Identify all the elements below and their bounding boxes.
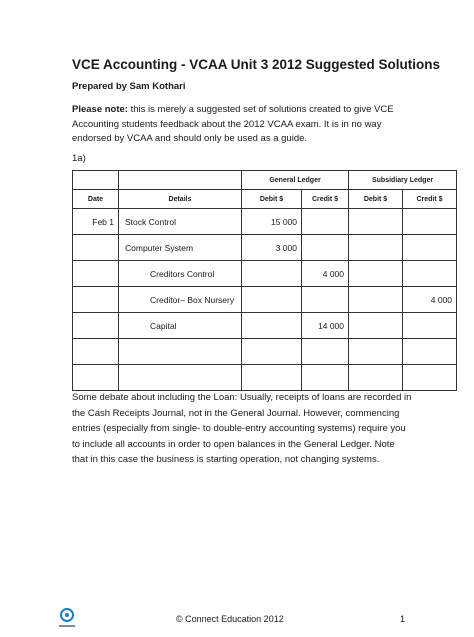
cell-date [73,261,119,287]
cell-date [73,365,119,391]
question-label: 1a) [72,153,86,164]
cell-gl-debit: 15 000 [242,209,302,235]
cell-details [119,365,242,391]
cell-date [73,339,119,365]
table-row [73,339,457,365]
cell-sl-debit [349,261,403,287]
loan-debate-paragraph: Some debate about including the Loan: Usually, receipts of loans are recorded in the Cash Receipts Journal, not in the General Journal. However, commencing entries (especially from single- to double-entry accounting systems) require you to include all accounts in order to open balances in the General Ledger. Note that in this case the business is starting operation, not changing systems. [72,392,412,465]
subsidiary-ledger-header: Subsidiary Ledger [349,171,457,190]
column-header-date: Date [73,190,119,209]
footer-copyright: © Connect Education 2012 [176,614,284,624]
cell-details: Creditors Control [119,261,242,287]
column-header-sl-debit: Debit $ [349,190,403,209]
cell-sl-debit [349,287,403,313]
cell-sl-credit [403,261,457,287]
cell-gl-credit [302,365,349,391]
cell-gl-debit [242,365,302,391]
table-row [73,313,457,339]
cell-sl-debit [349,339,403,365]
cell-date [73,287,119,313]
cell-gl-credit [302,339,349,365]
cell-sl-debit [349,209,403,235]
table-row [73,261,457,287]
cell-sl-credit [403,365,457,391]
cell-gl-credit: 4 000 [302,261,349,287]
general-journal-table [72,170,457,391]
cell-gl-debit [242,339,302,365]
note-text: this is merely a suggested set of solutions created to give VCE Accounting students feedback about the 2012 VCAA exam. It is in no way endorsed by VCAA and should only be used as a guide. [72,104,394,144]
cell-sl-credit [403,235,457,261]
cell-sl-credit [403,313,457,339]
cell-gl-debit [242,313,302,339]
cell-gl-credit [302,287,349,313]
cell-date [73,235,119,261]
table-row [73,287,457,313]
column-header-details: Details [119,190,242,209]
table-column-header-row [73,190,457,209]
cell-sl-debit [349,235,403,261]
table-row [73,235,457,261]
table-row [73,209,457,235]
document-title: VCE Accounting - VCAA Unit 3 2012 Suggested Solutions [72,57,441,72]
prepared-by: Prepared by Sam Kothari [72,81,186,92]
column-header-gl-credit: Credit $ [302,190,349,209]
cell-gl-debit [242,287,302,313]
table-group-header-row [73,171,457,190]
table-row [73,365,457,391]
cell-date [73,313,119,339]
column-header-gl-debit: Debit $ [242,190,302,209]
cell-sl-credit [403,209,457,235]
general-ledger-header: General Ledger [242,171,349,190]
cell-gl-credit [302,209,349,235]
column-header-sl-credit: Credit $ [403,190,457,209]
cell-gl-credit: 14 000 [302,313,349,339]
group-header-empty-details [119,171,242,190]
cell-sl-debit [349,365,403,391]
cell-sl-credit [403,339,457,365]
cell-details: Computer System [119,235,242,261]
page-number: 1 [400,614,406,624]
cell-gl-credit [302,235,349,261]
connect-education-logo-icon [57,606,77,632]
cell-gl-debit: 3 000 [242,235,302,261]
cell-details: Capital [119,313,242,339]
note-paragraph [72,103,402,147]
group-header-empty-date [73,171,119,190]
cell-details [119,339,242,365]
cell-details: Creditor– Box Nursery [119,287,242,313]
cell-sl-debit [349,313,403,339]
cell-date: Feb 1 [73,209,119,235]
cell-details: Stock Control [119,209,242,235]
note-label: Please note: [72,104,128,115]
cell-sl-credit: 4 000 [403,287,457,313]
cell-gl-debit [242,261,302,287]
